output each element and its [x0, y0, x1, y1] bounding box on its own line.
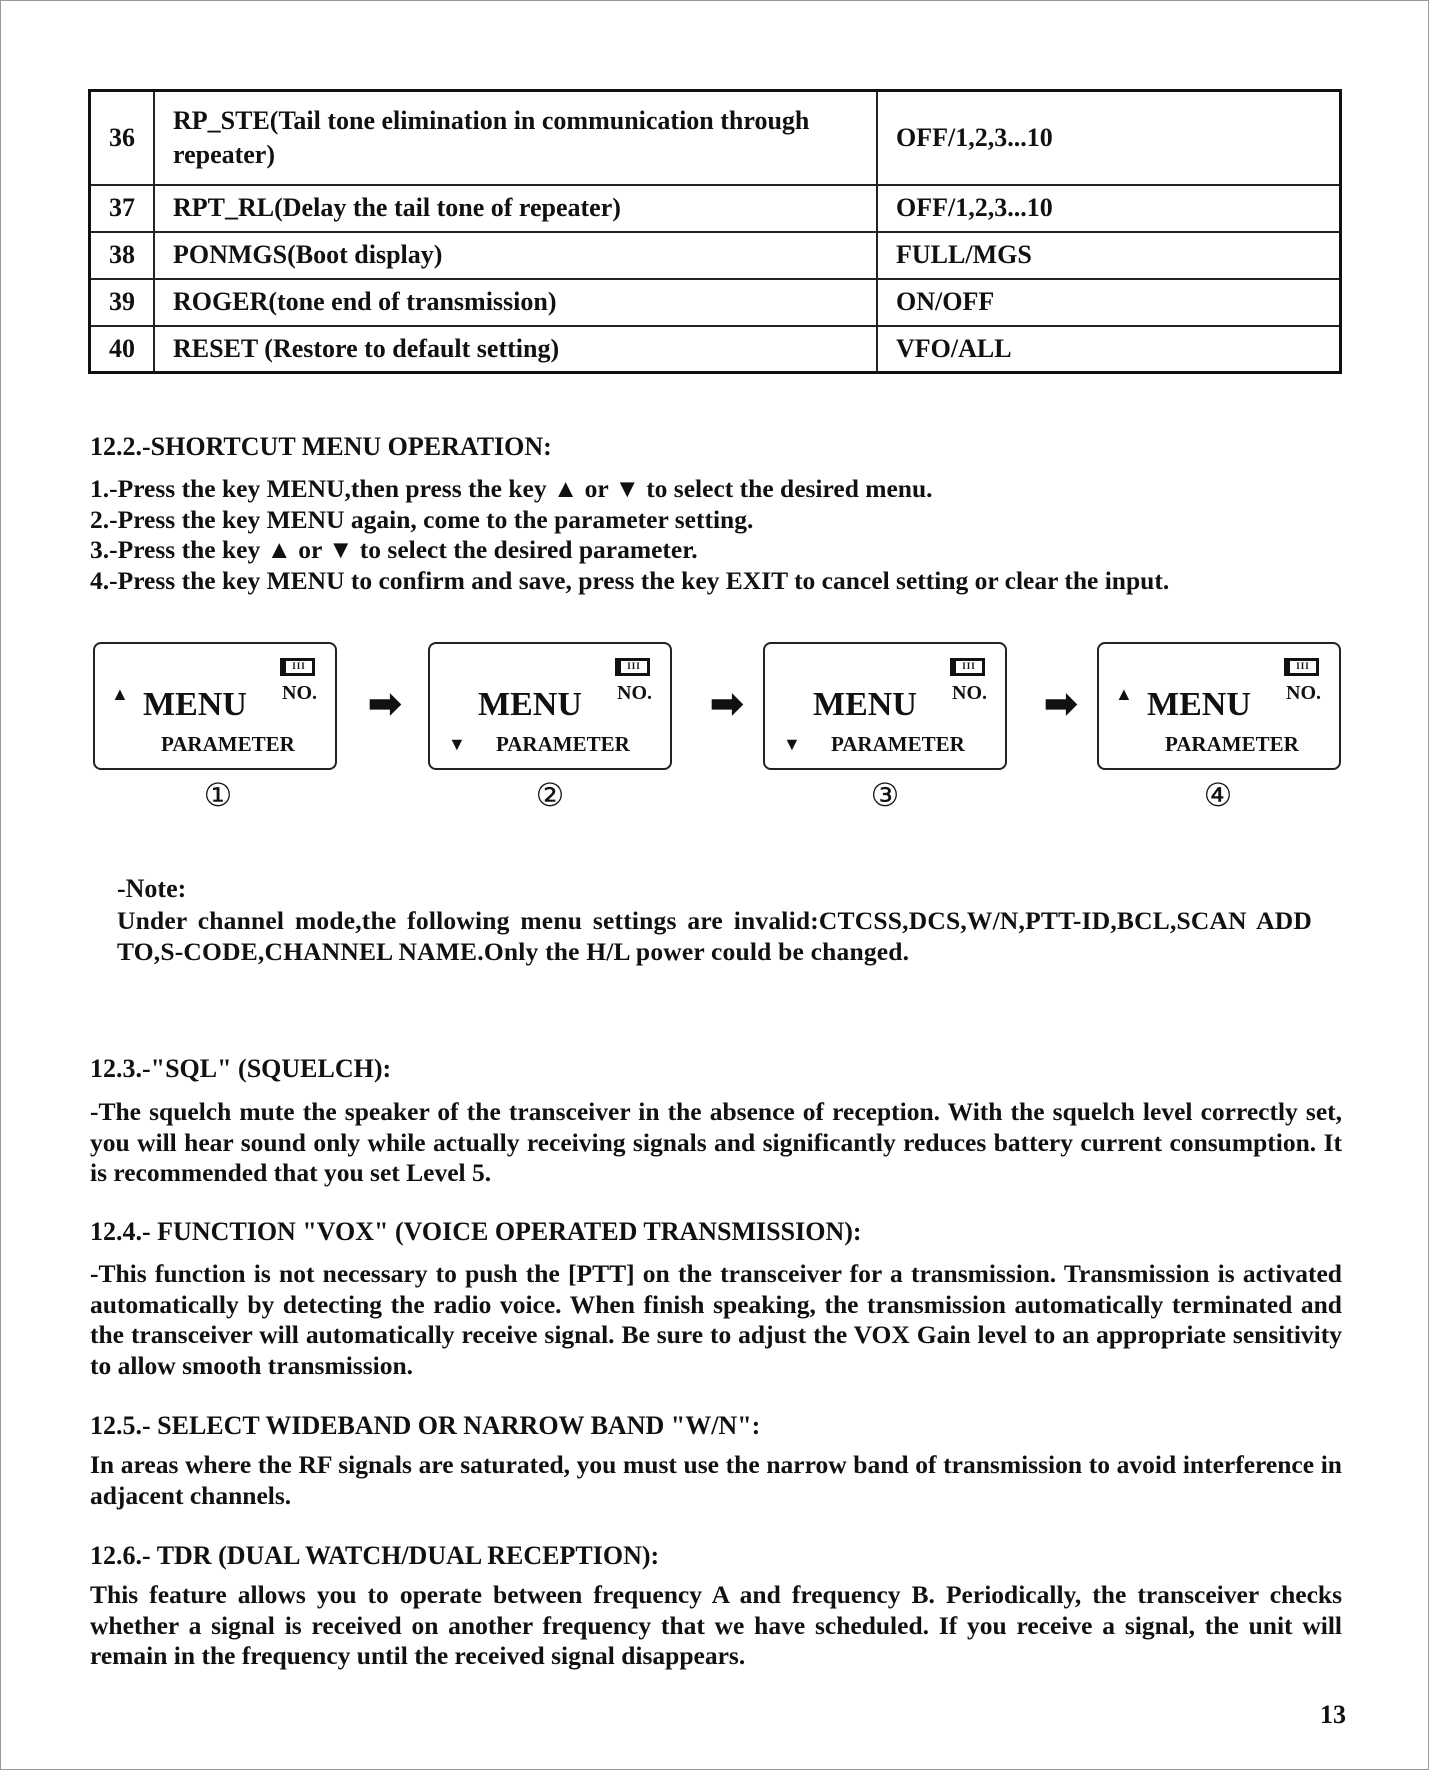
row-description: RESET (Restore to default setting) — [154, 326, 877, 373]
menu-text: MENU — [1147, 686, 1251, 723]
parameter-text: PARAMETER — [496, 732, 630, 756]
section-text: -This function is not necessary to push the [PTT] on the transceiver for a transmission. Transmission is activated automatically by detecting the radio voice. When finish speaking, the transmission automatically terminated and the transceiver will automatically receive signal. Be sure to adjust the VOX Gain level to an appropriate sensitivity to allow smooth transmission. — [90, 1259, 1342, 1380]
no-text: NO. — [617, 682, 652, 704]
lcd-screen-1 — [93, 642, 337, 770]
section-heading: 12.6.- TDR (DUAL WATCH/DUAL RECEPTION): — [90, 1541, 660, 1570]
section-heading: 12.3.-"SQL" (SQUELCH): — [90, 1054, 392, 1083]
step: 4.-Press the key MENU to confirm and save, press the key EXIT to cancel setting or clear the input. — [90, 565, 1170, 595]
section-heading: 12.2.-SHORTCUT MENU OPERATION: — [90, 432, 552, 461]
right-arrow-icon: ➡ — [368, 681, 402, 726]
no-text: NO. — [952, 682, 987, 704]
battery-icon: III — [1284, 658, 1319, 676]
menu-text: MENU — [143, 686, 247, 723]
row-description: ROGER(tone end of transmission) — [154, 279, 877, 326]
right-arrow-icon: ➡ — [1044, 681, 1078, 726]
shortcut-steps — [90, 474, 1342, 596]
page-number: 13 — [1320, 1700, 1346, 1729]
up-triangle-icon: ▲ — [111, 684, 129, 704]
table-row — [90, 185, 1341, 232]
down-triangle-icon: ▼ — [783, 734, 801, 754]
table-row — [90, 232, 1341, 279]
up-triangle-icon: ▲ — [1115, 684, 1133, 704]
row-number: 38 — [90, 232, 155, 279]
note-title: -Note: — [117, 874, 187, 903]
right-arrow-icon: ➡ — [710, 681, 744, 726]
note-text: Under channel mode,the following menu settings are invalid:CTCSS,DCS,W/N,PTT-ID,BCL,SCAN ADD TO,S-CODE,CHANNEL NAME.Only the H/L power could be changed. — [117, 906, 1312, 966]
section-heading: 12.4.- FUNCTION "VOX" (VOICE OPERATED TRANSMISSION): — [90, 1217, 862, 1246]
battery-icon: III — [615, 658, 650, 676]
table-row — [90, 91, 1341, 185]
no-text: NO. — [1286, 682, 1321, 704]
no-text: NO. — [282, 682, 317, 704]
step-label: ② — [535, 777, 565, 813]
lcd-screen-4 — [1097, 642, 1341, 770]
table-row — [90, 326, 1341, 373]
row-description: RP_STE(Tail tone elimination in communication through repeater) — [154, 91, 877, 185]
row-value: VFO/ALL — [877, 326, 1341, 373]
step: 2.-Press the key MENU again, come to the parameter setting. — [90, 504, 754, 534]
menu-text: MENU — [813, 686, 917, 723]
section-text: -The squelch mute the speaker of the transceiver in the absence of reception. With the squelch level correctly set, you will hear sound only while actually receiving signals and significantly reduces battery current consumption. It is recommended that you set Level 5. — [90, 1097, 1342, 1187]
menu-text: MENU — [478, 686, 582, 723]
battery-icon: III — [950, 658, 985, 676]
step-label: ③ — [870, 777, 900, 813]
menu-table — [88, 89, 1342, 374]
row-number: 37 — [90, 185, 155, 232]
lcd-screen-2 — [428, 642, 672, 770]
table-row — [90, 279, 1341, 326]
parameter-text: PARAMETER — [831, 732, 965, 756]
step: 1.-Press the key MENU,then press the key ▲ or ▼ to select the desired menu. — [90, 474, 933, 503]
row-description: PONMGS(Boot display) — [154, 232, 877, 279]
section-heading: 12.5.- SELECT WIDEBAND OR NARROW BAND "W/N": — [90, 1411, 761, 1440]
step-label: ① — [203, 777, 233, 813]
down-triangle-icon: ▼ — [448, 734, 466, 754]
battery-icon: III — [280, 658, 315, 676]
section-text: This feature allows you to operate between frequency A and frequency B. Periodically, the transceiver checks whether a signal is received on another frequency that we have scheduled. If you receive a signal, the unit will remain in the frequency until the received signal disappears. — [90, 1580, 1342, 1670]
section-text: In areas where the RF signals are saturated, you must use the narrow band of transmission to avoid interference in adjacent channels. — [90, 1450, 1342, 1510]
row-value: ON/OFF — [877, 279, 1341, 326]
row-description: RPT_RL(Delay the tail tone of repeater) — [154, 185, 877, 232]
row-value: FULL/MGS — [877, 232, 1341, 279]
step: 3.-Press the key ▲ or ▼ to select the desired parameter. — [90, 535, 698, 564]
parameter-text: PARAMETER — [1165, 732, 1299, 756]
step-label: ④ — [1203, 777, 1233, 813]
lcd-screen-3 — [763, 642, 1007, 770]
row-number: 36 — [90, 91, 155, 185]
row-value: OFF/1,2,3...10 — [877, 185, 1341, 232]
row-number: 39 — [90, 279, 155, 326]
row-number: 40 — [90, 326, 155, 373]
row-value: OFF/1,2,3...10 — [877, 91, 1341, 185]
parameter-text: PARAMETER — [161, 732, 295, 756]
